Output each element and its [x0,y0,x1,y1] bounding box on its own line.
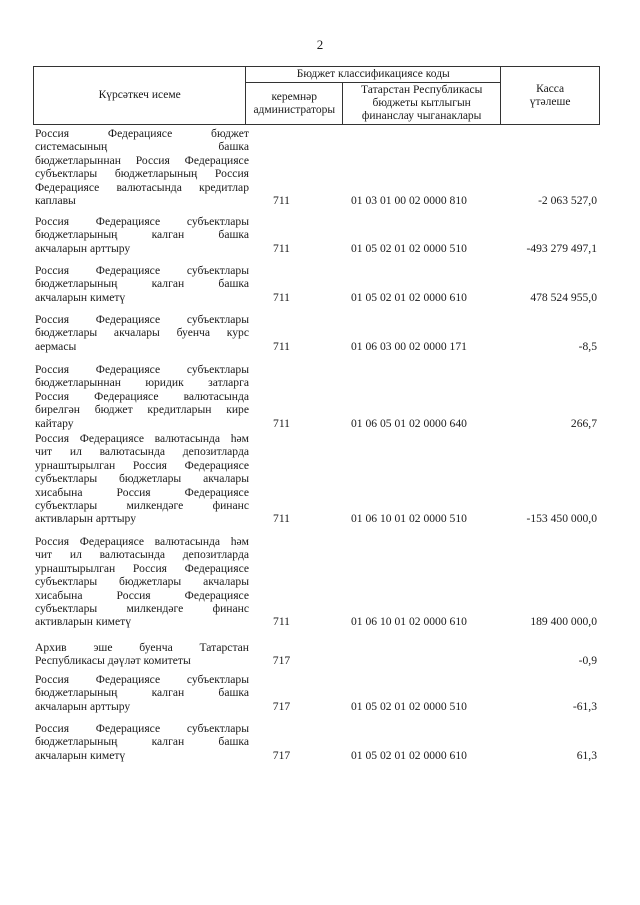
indicator-name-line: Архив эше буенча Татарстан [35,641,249,654]
indicator-name-line: акчаларын киметү [35,290,126,304]
indicator-name-line: Республикасы дәүләт комитеты [35,654,191,668]
indicator-name-line: Федерациясе валютасында кредитлар [35,180,249,194]
admin-code: 711 [273,241,290,255]
classification-code: 01 03 01 00 02 0000 810 [351,194,467,207]
admin-code: 711 [273,615,290,629]
header-cash-line2: үтәлеше [529,95,571,108]
indicator-name-line: Россия Федерациясе субъектлары [35,264,249,277]
header-indicator-name: Күрсәткеч исеме [34,67,246,125]
header-cash-execution [501,67,600,125]
table-row [33,535,600,629]
classification-code: 01 06 03 00 02 0000 171 [351,339,467,353]
indicator-name-line: субъектлары бюджетлары акчалары [35,575,249,589]
indicator-name-line: бюджетларыннан Россия Федерациясе [35,153,249,167]
classification-code: 01 06 10 01 02 0000 510 [351,512,467,526]
table-row [33,127,600,207]
header-source-line1: Татарстан Республикасы [361,84,483,96]
admin-code: 711 [273,290,290,304]
header-revenue-admin [246,83,343,125]
cash-amount: 266,7 [570,416,597,430]
indicator-name-line: Россия Федерациясе валютасында һәм [35,535,249,548]
header-cash-line1: Касса [536,82,565,95]
indicator-name-line: бюджетларының калган башка [35,686,249,700]
indicator-name-line: бюджетлары акчалары буенча курс [35,326,249,340]
cash-amount: 61,3 [576,748,597,762]
table-row [33,673,600,713]
classification-code: 01 06 05 01 02 0000 640 [351,416,467,430]
indicator-name [35,313,249,353]
indicator-name-line: акчаларын киметү [35,748,126,762]
admin-code: 711 [273,194,290,207]
table-header [33,66,600,125]
cash-amount: 189 400 000,0 [530,615,597,629]
indicator-name-line: чит ил валютасында депозитларда [35,445,249,459]
indicator-name-line: активларын арттыру [35,512,136,526]
indicator-name-line: субъектлары милкендәге финанс [35,499,249,513]
indicator-name-line: бирелгән бюджет кредитларын кире [35,403,249,417]
header-admin-line1: керемнәр [271,90,318,103]
classification-code: 01 05 02 01 02 0000 510 [351,699,467,713]
indicator-name-line: бюджетларының калган башка [35,735,249,749]
indicator-name-line: урнаштырылган Россия Федерациясе [35,458,249,472]
admin-code: 711 [273,339,290,353]
cash-amount: -8,5 [578,339,597,353]
indicator-name-line: Россия Федерациясе валютасында [35,389,249,403]
table-row [33,264,600,304]
indicator-name-line: активларын киметү [35,615,132,629]
indicator-name-line: хисабына Россия Федерациясе [35,588,249,602]
admin-code: 717 [272,748,291,762]
classification-code: 01 05 02 01 02 0000 610 [351,290,467,304]
indicator-name [35,535,249,629]
admin-code: 711 [273,512,290,526]
cash-amount: -61,3 [572,699,597,713]
indicator-name-line: системасының башка [35,140,249,154]
table-row [33,641,600,668]
indicator-name [35,722,249,762]
admin-code: 711 [273,416,290,430]
header-source-line2: бюджеты кытлыгын [372,97,471,109]
classification-code: 01 05 02 01 02 0000 610 [351,748,467,762]
indicator-name-line: акчаларын арттыру [35,241,131,255]
indicator-name-line: акчаларын арттыру [35,699,131,713]
cash-amount: -493 279 497,1 [526,241,597,255]
indicator-name [35,673,249,713]
table-row [33,432,600,526]
cash-amount: -153 450 000,0 [526,512,597,526]
indicator-name-line: аермасы [35,339,77,353]
indicator-name-line: субъектлары бюджетлары акчалары [35,472,249,486]
cash-amount: -2 063 527,0 [538,194,597,207]
indicator-name-line: субъектлары милкендәге финанс [35,602,249,616]
cash-amount: -0,9 [578,654,597,668]
admin-code: 717 [272,699,291,713]
header-admin-line2: администраторы [253,103,336,116]
indicator-name-line: чит ил валютасында депозитларда [35,548,249,562]
classification-code: 01 06 10 01 02 0000 610 [351,615,467,629]
classification-code: 01 05 02 01 02 0000 510 [351,241,467,255]
indicator-name-line: бюджетларының калган башка [35,228,249,242]
table-row [33,722,600,762]
indicator-name-line: субъектлары бюджетларының Россия [35,167,249,181]
indicator-name-line: хисабына Россия Федерациясе [35,485,249,499]
indicator-name-line: Россия Федерациясе бюджет [35,127,249,140]
indicator-name-line: Россия Федерациясе субъектлары [35,215,249,228]
indicator-name-line: урнаштырылган Россия Федерациясе [35,561,249,575]
table-row [33,313,600,353]
indicator-name-line: кайтару [35,416,74,430]
indicator-name [35,641,249,668]
indicator-name-line: бюджетларының калган башка [35,277,249,291]
indicator-name [35,264,249,304]
indicator-name [35,215,249,255]
indicator-name-line: Россия Федерациясе валютасында һәм [35,432,249,445]
indicator-name [35,363,249,430]
page-number: 2 [316,37,324,52]
table-row [33,363,600,430]
indicator-name-line: Россия Федерациясе субъектлары [35,673,249,686]
indicator-name [35,432,249,526]
admin-code: 717 [272,654,291,668]
header-deficit-sources [343,83,501,125]
indicator-name-line: Россия Федерациясе субъектлары [35,722,249,735]
indicator-name-line: бюджетларыннан юридик затларга [35,376,249,390]
indicator-name-line: каплавы [35,194,76,208]
indicator-name [35,127,249,207]
cash-amount: 478 524 955,0 [530,290,597,304]
indicator-name-line: Россия Федерациясе субъектлары [35,363,249,376]
header-source-line3: финанслау чыганаклары [361,110,482,122]
table-row [33,215,600,255]
header-budget-class-code: Бюджет классификациясе коды [246,67,501,83]
indicator-name-line: Россия Федерациясе субъектлары [35,313,249,326]
